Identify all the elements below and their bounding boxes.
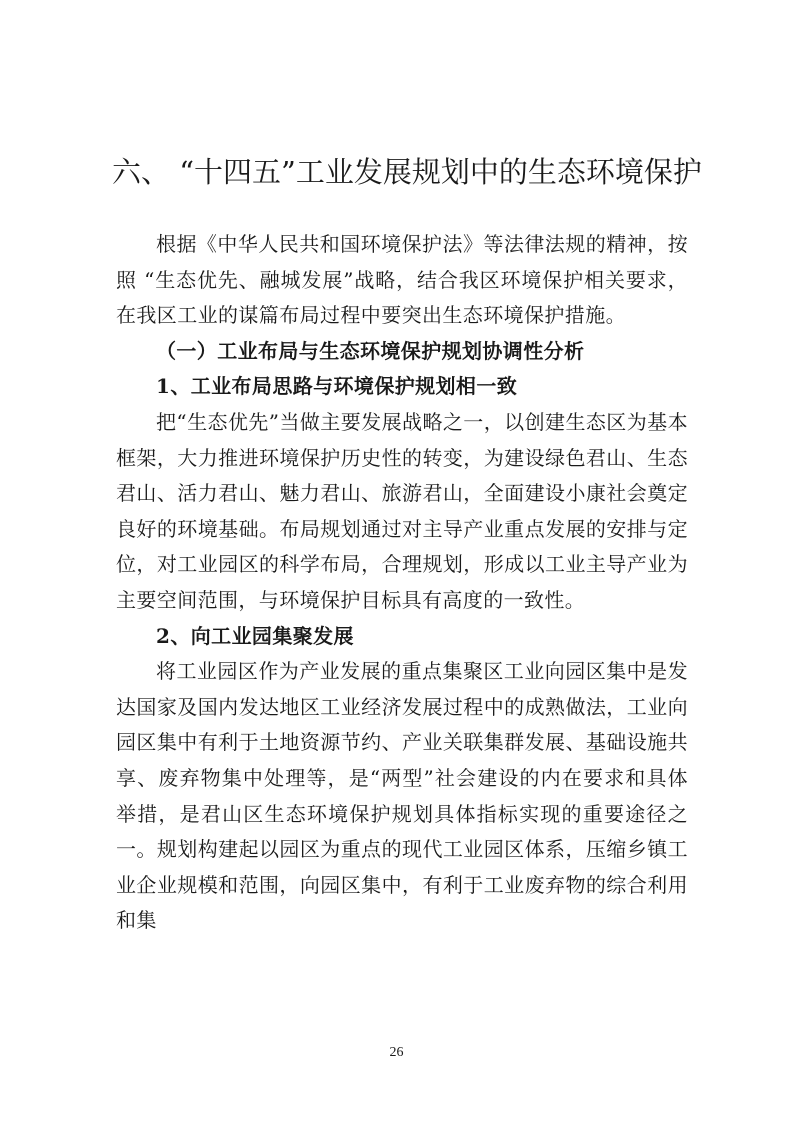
- body-layout-consistency: 把“生态优先”当做主要发展战略之一，以创建生态区为基本框架，大力推进环境保护历史性的转变，为建设绿色君山、生态君山、活力君山、魅力君山、旅游君山，全面建设小康社会奠定良好的环境基础。布局规划通过对主导产业重点发展的安排与定位，对工业园区的科学布局，合理规划，形成以工业主导产业为主要空间范围，与环境保护目标具有高度的一致性。: [116, 409, 688, 612]
- body-industrial-park-cluster: 将工业园区作为产业发展的重点集聚区工业向园区集中是发达国家及国内发达地区工业经济发展过程中的成熟做法，工业向园区集中有利于土地资源节约、产业关联集群发展、基础设施共享、废弃物集中处理等，是“两型”社会建设的内在要求和具体举措，是君山区生态环境保护规划具体指标实现的重要途径之一。规划构建起以园区为重点的现代工业园区体系，压缩乡镇工业企业规模和范围，向园区集中，有利于工业废弃物的综合利用和集: [116, 659, 688, 933]
- page-body: [116, 227, 688, 939]
- subheading-layout-consistency: 1、工业布局思路与环境保护规划相一致: [156, 374, 518, 399]
- page-number: 26: [389, 1045, 404, 1060]
- section-title: 六、 “十四五”工业发展规划中的生态环境保护: [112, 155, 702, 189]
- intro-paragraph: 根据《中华人民共和国环境保护法》等法律法规的精神，按照 “生态优先、融城发展”战略，结合我区环境保护相关要求，在我区工业的谋篇布局过程中要突出生态环境保护措施。: [116, 232, 688, 328]
- subheading-industrial-park-cluster: 2、向工业园集聚发展: [156, 623, 354, 648]
- heading-coordination-analysis: （一）工业布局与生态环境保护规划协调性分析: [156, 338, 585, 363]
